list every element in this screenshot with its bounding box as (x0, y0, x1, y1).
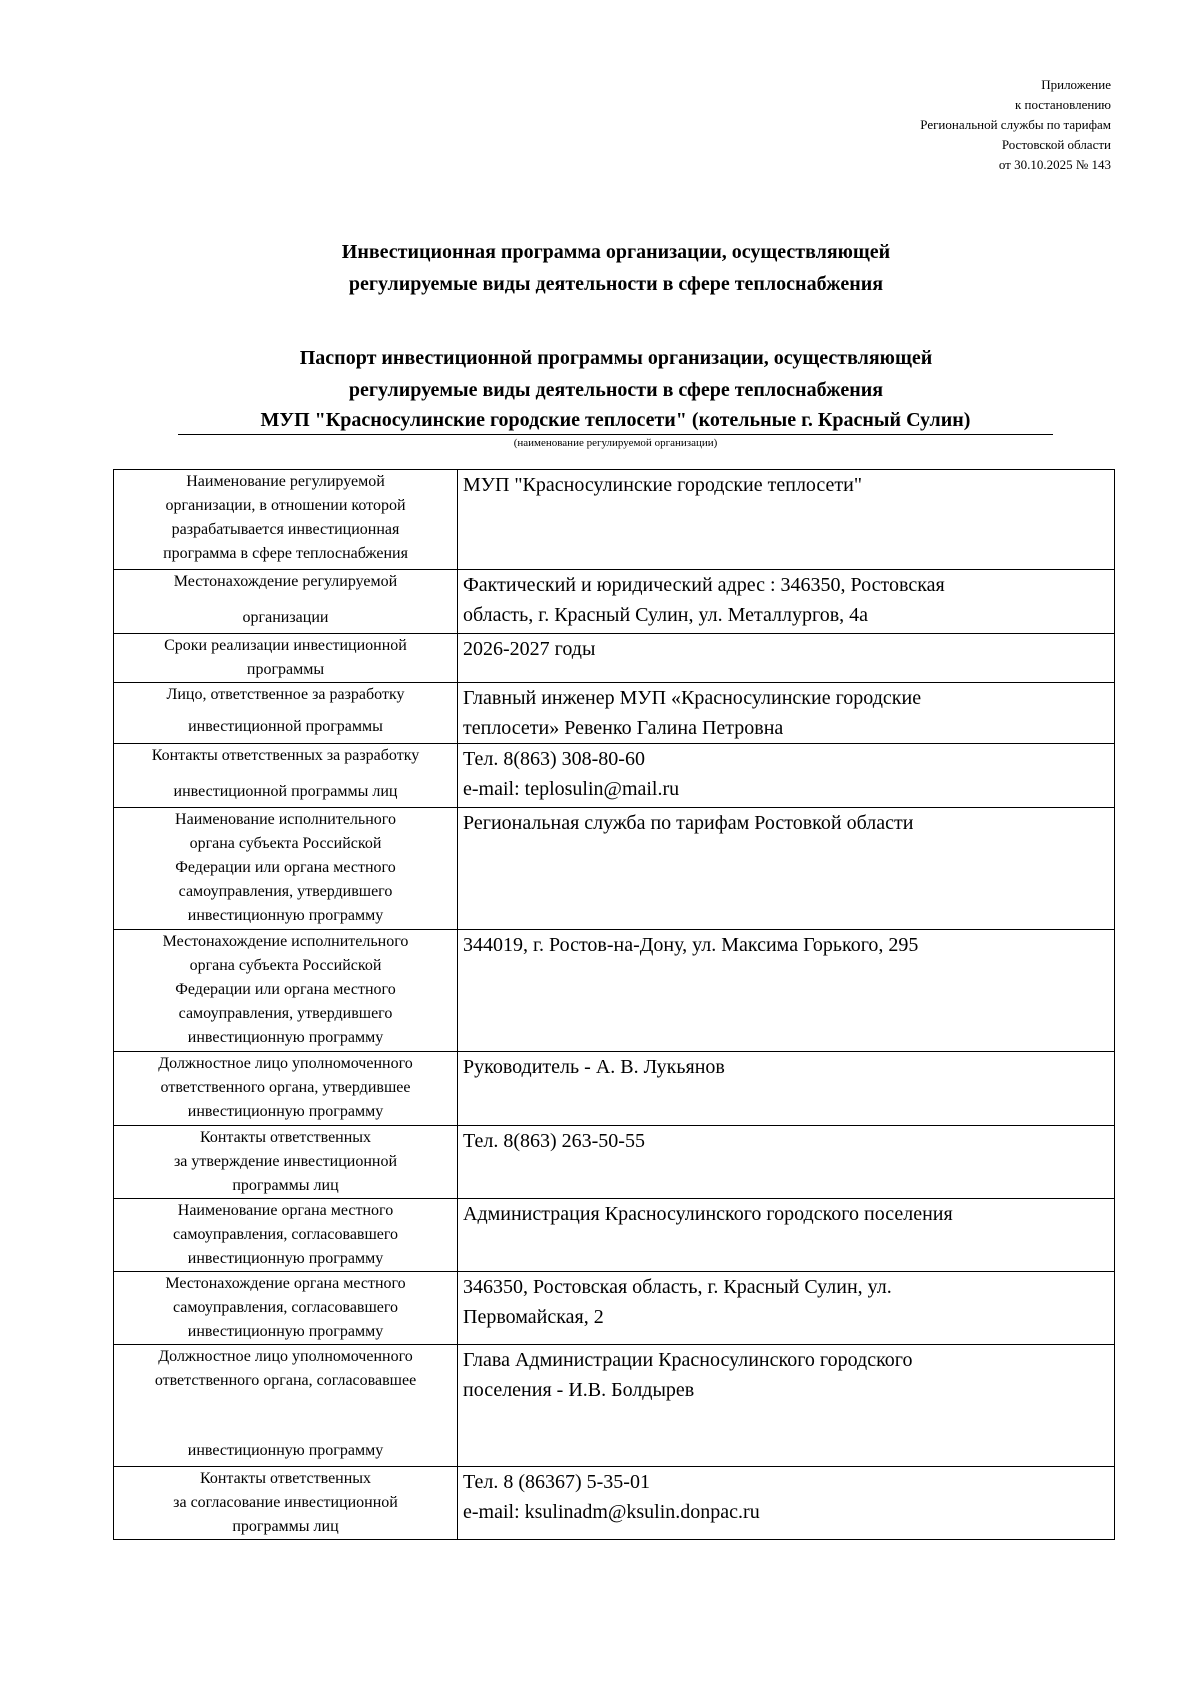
row-label-text: инвестиционную программу (187, 1029, 384, 1046)
table-row (114, 1272, 1115, 1345)
row-label-text: программы (246, 661, 325, 678)
row-value-cell (458, 634, 1115, 683)
row-label-cell (114, 1126, 458, 1199)
row-label-text: Должностное лицо уполномоченного (158, 1348, 413, 1365)
row-label-cell (114, 808, 458, 930)
row-value-text: 2026-2027 годы (463, 638, 596, 660)
table-row (114, 808, 1115, 930)
row-value-text: 346350, Ростовская область, г. Красный Сулин, ул. (463, 1276, 892, 1298)
row-label-text: органа субъекта Российской (189, 957, 382, 974)
row-value-text: Тел. 8(863) 308-80-60 (463, 748, 645, 770)
row-label-text: инвестиционную программу (187, 1103, 384, 1120)
row-label-text: самоуправления, утвердившего (178, 1005, 393, 1022)
row-value-text: область, г. Красный Сулин, ул. Металлургов, 4а (463, 604, 869, 626)
row-label-text: Контакты ответственных (199, 1470, 372, 1487)
row-label-cell (114, 683, 458, 744)
row-label-text: инвестиционную программу (187, 1442, 384, 1459)
row-label-text: программы лиц (232, 1177, 339, 1194)
row-value-cell (458, 1467, 1115, 1540)
row-label-text: самоуправления, утвердившего (178, 883, 393, 900)
row-value-text: Первомайская, 2 (463, 1306, 604, 1328)
table-row (114, 744, 1115, 808)
organization-name-caption: (наименование регулируемой организации) (513, 437, 718, 449)
appendix-line: Региональной службы по тарифам (920, 117, 1111, 132)
row-label-cell (114, 1467, 458, 1540)
row-value-text: МУП "Красносулинские городские теплосети" (463, 474, 863, 496)
row-label-text: ответственного органа, согласовавшее (154, 1372, 417, 1389)
row-value-text: Главный инженер МУП «Красносулинские городские (463, 687, 922, 709)
row-label-text: организации, в отношении которой (165, 497, 406, 514)
row-value-cell (458, 683, 1115, 744)
row-value-text: теплосети» Ревенко Галина Петровна (463, 717, 784, 739)
row-label-text: инвестиционной программы (188, 718, 383, 735)
row-label-text: разрабатывается инвестиционная (171, 521, 400, 538)
row-label-cell (114, 570, 458, 634)
row-label-text: Местонахождение исполнительного (162, 933, 409, 950)
row-label-text: Местонахождение органа местного (165, 1275, 406, 1292)
row-label-text: Наименование исполнительного (175, 811, 396, 828)
row-label-text: Должностное лицо уполномоченного (158, 1055, 413, 1072)
row-label-text: за согласование инвестиционной (173, 1494, 398, 1511)
row-value-text: 344019, г. Ростов-на-Дону, ул. Максима Горького, 295 (463, 934, 919, 956)
row-label-text: инвестиционной программы лиц (173, 783, 398, 800)
row-label-cell (114, 1272, 458, 1345)
row-value-cell (458, 1126, 1115, 1199)
passport-title-line: Паспорт инвестиционной программы организации, осуществляющей (299, 347, 933, 369)
table-row (114, 570, 1115, 634)
row-label-text: самоуправления, согласовавшего (172, 1299, 399, 1316)
row-label-text: организации (242, 609, 329, 626)
table-row (114, 1052, 1115, 1126)
row-value-text: Региональная служба по тарифам Ростовкой области (463, 812, 914, 834)
passport-title (0, 342, 1200, 406)
row-value-cell (458, 570, 1115, 634)
row-label-cell (114, 1052, 458, 1126)
row-value-text: Руководитель - А. В. Лукьянов (463, 1056, 725, 1078)
table-row (114, 683, 1115, 744)
row-label-text: программа в сфере теплоснабжения (163, 545, 408, 562)
document-title-line: Инвестиционная программа организации, осуществляющей (341, 241, 891, 263)
row-label-cell (114, 470, 458, 570)
appendix-line: от 30.10.2025 № 143 (998, 157, 1111, 172)
row-value-text: e-mail: ksulinadm@ksulin.donpac.ru (463, 1501, 760, 1523)
row-label-text: Федерации или органа местного (175, 981, 396, 998)
row-label-text: программы лиц (232, 1518, 339, 1535)
table-row (114, 1199, 1115, 1272)
row-label-cell (114, 1199, 458, 1272)
row-label-text: Сроки реализации инвестиционной (164, 637, 407, 654)
table-row (114, 1345, 1115, 1467)
row-label-cell (114, 744, 458, 808)
passport-table (113, 469, 1115, 1540)
row-label-text: самоуправления, согласовавшего (172, 1226, 399, 1243)
row-label-text: инвестиционную программу (187, 1323, 384, 1340)
row-value-text: Тел. 8 (86367) 5-35-01 (463, 1471, 650, 1493)
appendix-block (920, 75, 1111, 175)
row-label-cell (114, 930, 458, 1052)
row-value-cell (458, 808, 1115, 930)
row-label-text: Наименование регулируемой (186, 473, 385, 490)
row-label-text: за утверждение инвестиционной (173, 1153, 398, 1170)
row-label-text: Контакты ответственных (199, 1129, 372, 1146)
row-label-text: инвестиционную программу (187, 1250, 384, 1267)
row-value-text: Фактический и юридический адрес : 346350, Ростовская (463, 574, 945, 596)
document-title (0, 236, 1200, 300)
row-value-cell (458, 1345, 1115, 1467)
table-row (114, 634, 1115, 683)
row-label-text: Наименование органа местного (177, 1202, 394, 1219)
row-label-text: Местонахождение регулируемой (173, 573, 398, 590)
row-value-cell (458, 930, 1115, 1052)
row-value-text: e-mail: teplosulin@mail.ru (463, 778, 680, 800)
organization-name-line: МУП "Красносулинские городские теплосети" (котельные г. Красный Сулин) (178, 406, 1053, 435)
appendix-line: Приложение (1041, 77, 1111, 92)
table-row (114, 930, 1115, 1052)
row-label-text: инвестиционную программу (187, 907, 384, 924)
row-value-cell (458, 1272, 1115, 1345)
table-row (114, 470, 1115, 570)
row-value-text: Администрация Красносулинского городского поселения (463, 1203, 953, 1225)
row-label-text: Контакты ответственных за разработку (151, 747, 420, 764)
row-value-text: поселения - И.В. Болдырев (463, 1379, 695, 1401)
appendix-line: к постановлению (1014, 97, 1111, 112)
row-label-text: ответственного органа, утвердившее (160, 1079, 411, 1096)
table-row (114, 1126, 1115, 1199)
appendix-line: Ростовской области (1001, 137, 1111, 152)
row-value-cell (458, 744, 1115, 808)
row-label-text: органа субъекта Российской (189, 835, 382, 852)
row-value-cell (458, 470, 1115, 570)
row-value-cell (458, 1199, 1115, 1272)
row-value-text: Тел. 8(863) 263-50-55 (463, 1130, 645, 1152)
document-title-line: регулируемые виды деятельности в сфере теплоснабжения (348, 273, 884, 295)
row-value-cell (458, 1052, 1115, 1126)
row-value-text: Глава Администрации Красносулинского городского (463, 1349, 913, 1371)
row-label-text: Лицо, ответственное за разработку (166, 686, 405, 703)
row-label-text: Федерации или органа местного (175, 859, 396, 876)
row-label-cell (114, 1345, 458, 1467)
table-row (114, 1467, 1115, 1540)
passport-title-line: регулируемые виды деятельности в сфере теплоснабжения (348, 379, 884, 401)
row-label-cell (114, 634, 458, 683)
